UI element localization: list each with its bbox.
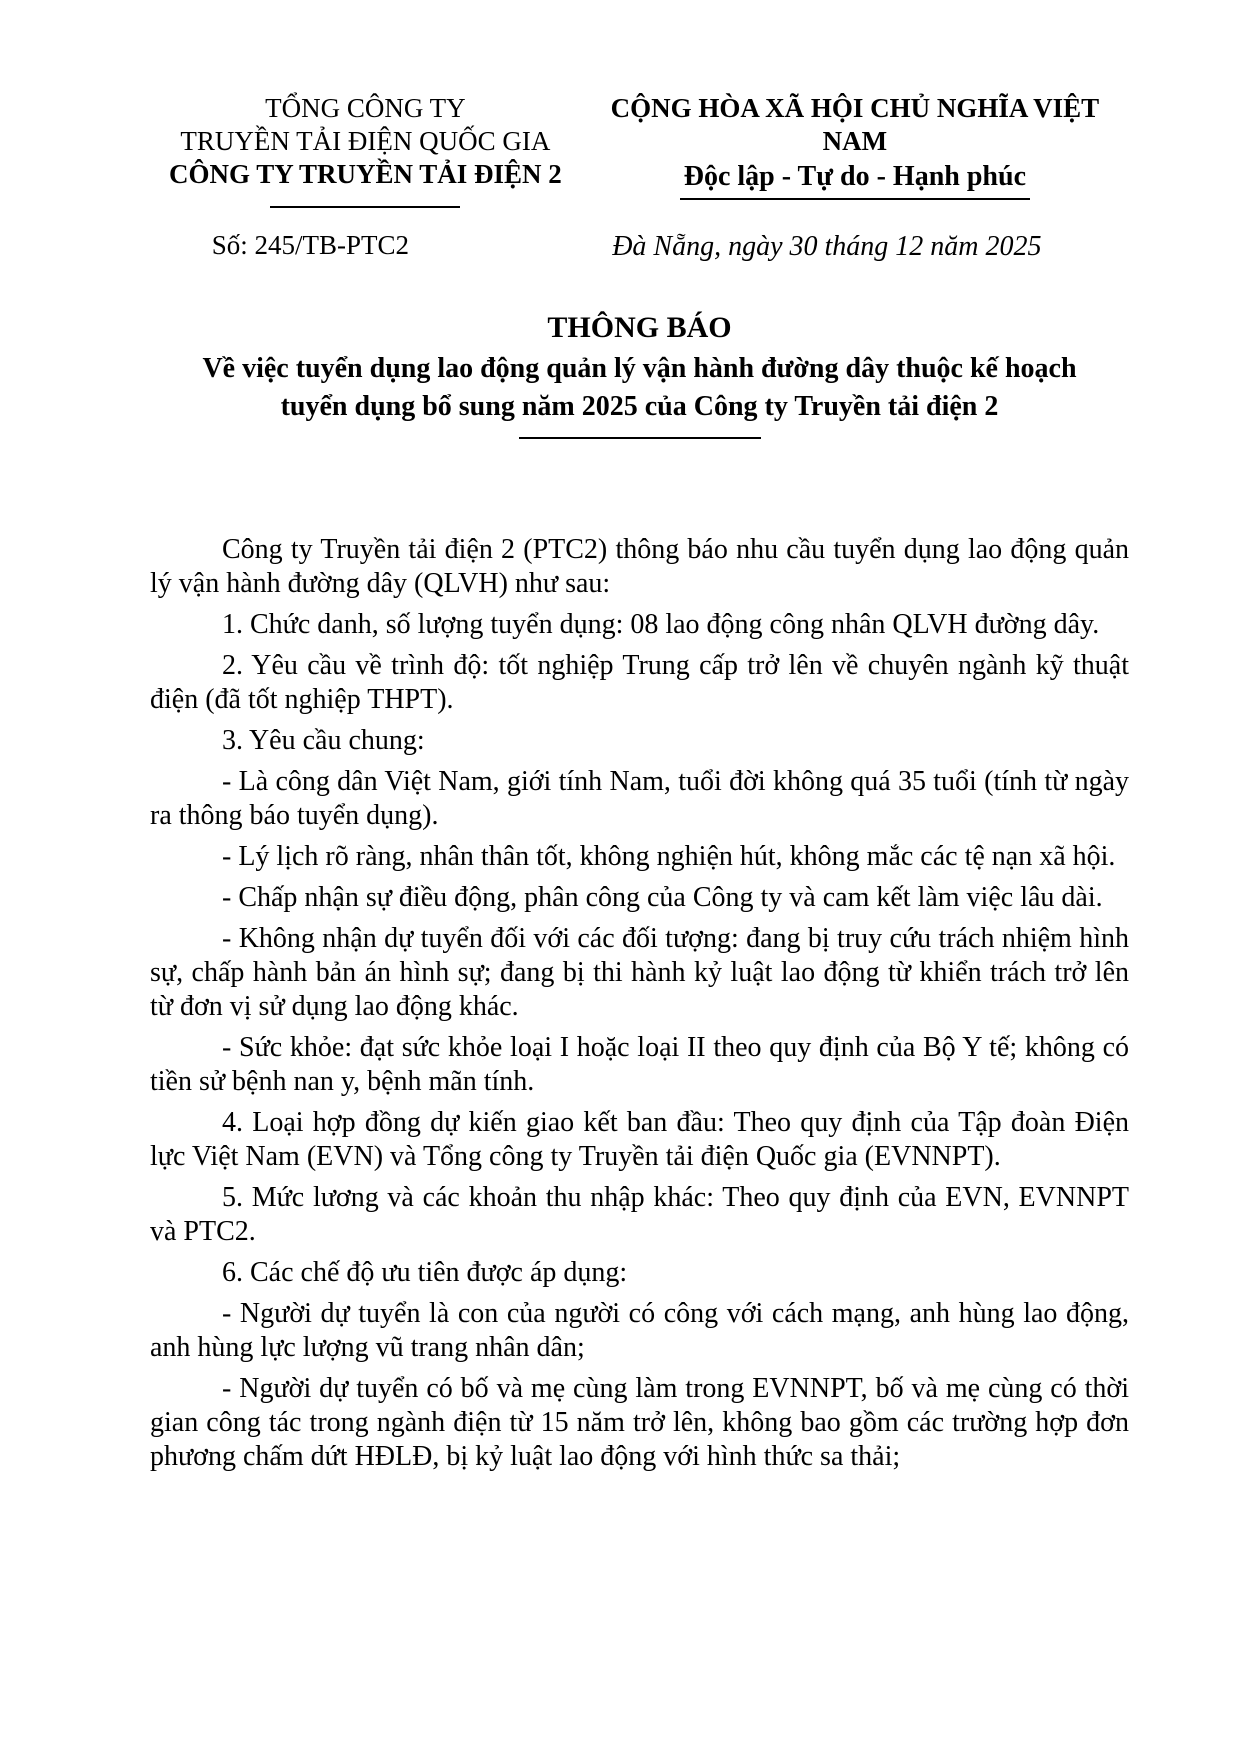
national-block [581,92,1129,262]
title-block [150,310,1129,439]
document-body [150,533,1129,1474]
national-motto: Độc lập - Tự do - Hạnh phúc [680,160,1030,200]
document-header [150,92,1129,262]
paragraph: 3. Yêu cầu chung: [222,725,425,756]
paragraph: 2. Yêu cầu về trình độ: tốt nghiệp Trung cấp trở lên về chuyên ngành kỹ thuật điện (đã tốt nghiệp THPT). [150,650,1129,715]
issuer-block [150,92,581,260]
paragraph: Công ty Truyền tải điện 2 (PTC2) thông báo nhu cầu tuyển dụng lao động quản lý vận hành đường dây (QLVH) như sau: [150,534,1129,599]
issuer-line-3: CÔNG TY TRUYỀN TẢI ĐIỆN 2 [168,159,562,189]
national-motto-wrap [581,160,1129,200]
paragraph: - Người dự tuyển có bố và mẹ cùng làm trong EVNNPT, bố và mẹ cùng có thời gian công tác trong ngành điện từ 15 năm trở lên, không bao gồm các trường hợp đơn phương chấm dứt HĐLĐ, bị kỷ luật lao động với hình thức sa thải; [150,1373,1129,1472]
paragraph: 1. Chức danh, số lượng tuyển dụng: 08 lao động công nhân QLVH đường dây. [222,609,1100,640]
subtitle-underline [519,437,761,439]
paragraph: - Sức khỏe: đạt sức khỏe loại I hoặc loại II theo quy định của Bộ Y tế; không có tiền sử bệnh nan y, bệnh mãn tính. [150,1032,1129,1097]
issuer-line-1: TỔNG CÔNG TY [265,93,466,123]
doc-number: Số: 245/TB-PTC2 [211,230,410,260]
paragraph: - Là công dân Việt Nam, giới tính Nam, tuổi đời không quá 35 tuổi (tính từ ngày ra thông báo tuyển dụng). [150,766,1129,831]
issuer-underline [270,206,460,208]
issuer-line-2: TRUYỀN TẢI ĐIỆN QUỐC GIA [180,126,551,156]
national-title: CỘNG HÒA XÃ HỘI CHỦ NGHĨA VIỆT NAM [610,93,1100,156]
paragraph: - Chấp nhận sự điều động, phân công của Công ty và cam kết làm việc lâu dài. [222,882,1103,913]
paragraph: 6. Các chế độ ưu tiên được áp dụng: [222,1257,628,1288]
paragraph: 4. Loại hợp đồng dự kiến giao kết ban đầu: Theo quy định của Tập đoàn Điện lực Việt Nam (EVN) và Tổng công ty Truyền tải điện Quốc gia (EVNNPT). [150,1107,1129,1172]
doc-subtitle: Về việc tuyển dụng lao động quản lý vận hành đường dây thuộc kế hoạch tuyển dụng bổ sung năm 2025 của Công ty Truyền tải điện 2 [202,353,1077,422]
paragraph: - Không nhận dự tuyển đối với các đối tượng: đang bị truy cứu trách nhiệm hình sự, chấp hành bản án hình sự; đang bị thi hành kỷ luật lao động từ khiển trách trở lên từ đơn vị sử dụng lao động khác. [150,923,1129,1022]
paragraph: - Lý lịch rõ ràng, nhân thân tốt, không nghiện hút, không mắc các tệ nạn xã hội. [222,841,1116,872]
doc-heading: THÔNG BÁO [547,311,732,344]
paragraph: - Người dự tuyển là con của người có công với cách mạng, anh hùng lao động, anh hùng lực lượng vũ trang nhân dân; [150,1298,1129,1363]
paragraph: 5. Mức lương và các khoản thu nhập khác: Theo quy định của EVN, EVNNPT và PTC2. [150,1182,1129,1247]
dateline: Đà Nẵng, ngày 30 tháng 12 năm 2025 [612,231,1042,262]
